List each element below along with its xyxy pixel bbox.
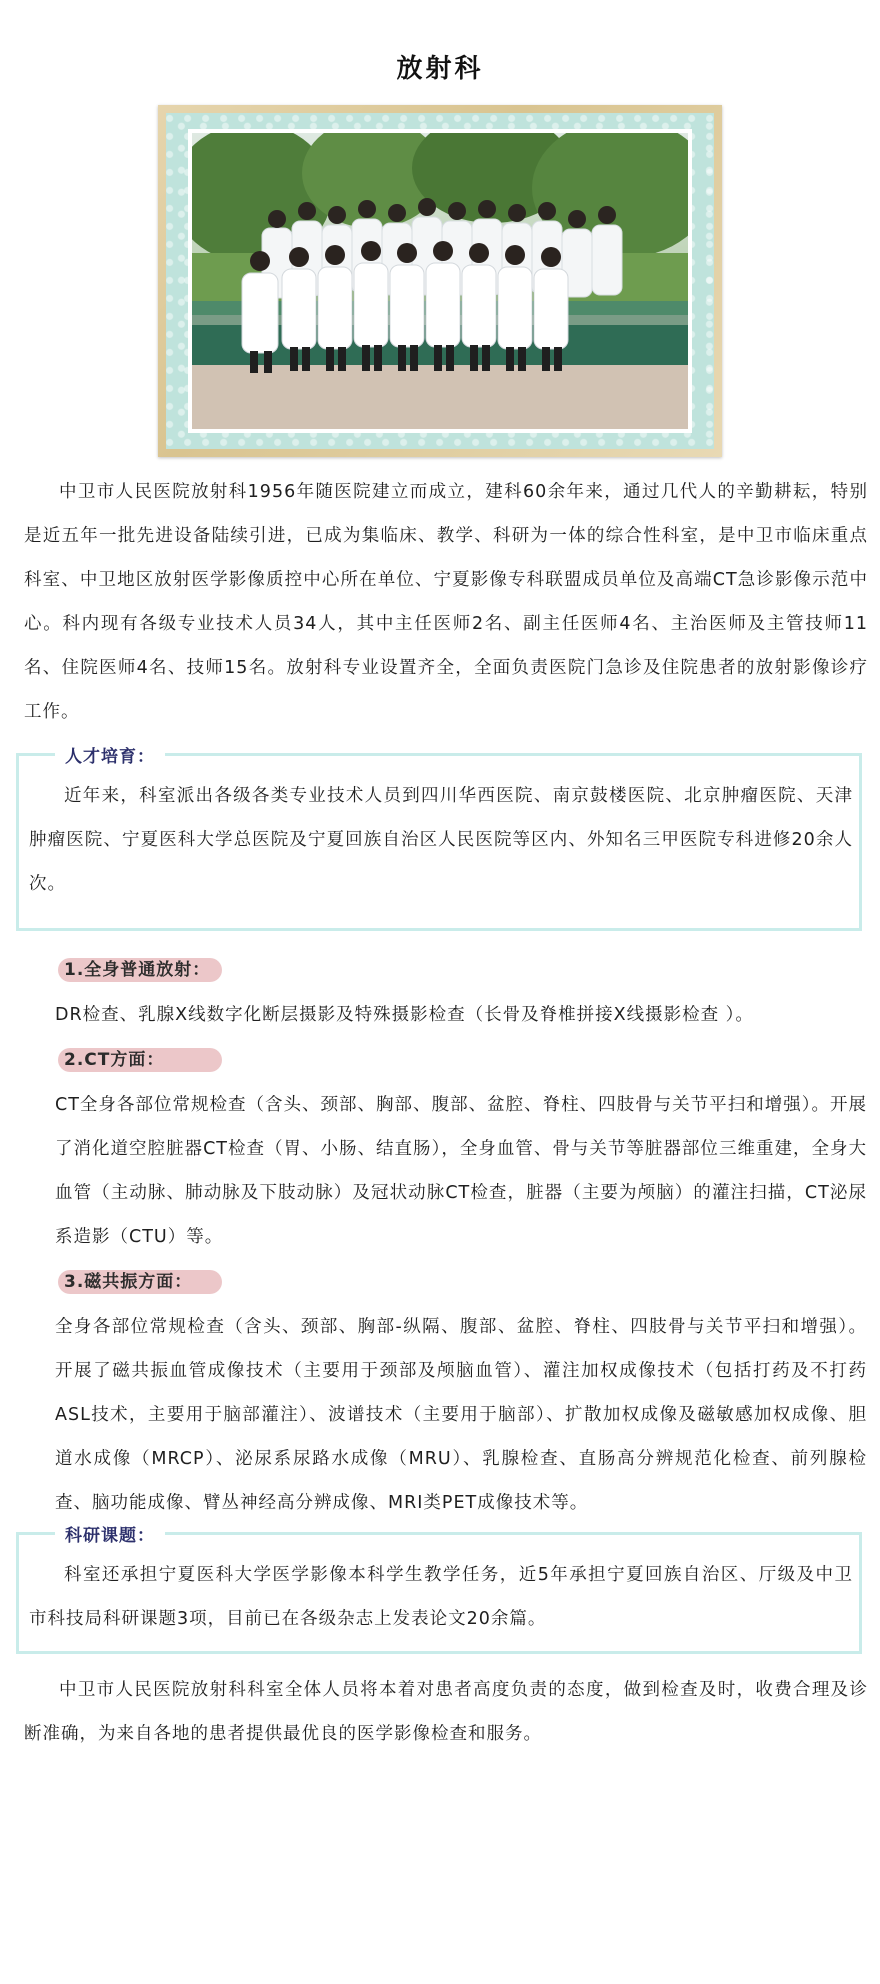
section-text-ct: CT全身各部位常规检查（含头、颈部、胸部、腹部、盆腔、脊柱、四肢骨与关节平扫和增强）。开展了消化道空腔脏器CT检查（胃、小肠、结直肠），全身血管、骨与关节等脏器部位三维重建，全身大血管（主动脉、肺动脉及下肢动脉）及冠状动脉CT检查，脏器（主要为颅脑）的灌注扫描，CT泌尿系造影（CTU）等。 xyxy=(55,1095,867,1247)
photo-mat xyxy=(166,113,714,449)
research-text: 科室还承担宁夏医科大学医学影像本科学生教学任务，近5年承担宁夏回族自治区、厅级及中卫市科技局科研课题3项，目前已在各级杂志上发表论文20余篇。 xyxy=(29,1565,853,1629)
section-heading-mri: 3.磁共振方面： xyxy=(58,1270,222,1294)
talent-section xyxy=(16,747,862,931)
talent-text: 近年来，科室派出各级各类专业技术人员到四川华西医院、南京鼓楼医院、北京肿瘤医院、天津肿瘤医院、宁夏医科大学总医院及宁夏回族自治区人民医院等区内、外知名三甲医院专科进修20余人次。 xyxy=(29,786,853,894)
group-photo-frame xyxy=(158,105,722,457)
group-photo xyxy=(188,129,692,433)
section-text-mri: 全身各部位常规检查（含头、颈部、胸部-纵隔、腹部、盆腔、脊柱、四肢骨与关节平扫和增强）。开展了磁共振血管成像技术（主要用于颈部及颅脑血管）、灌注加权成像技术（包括打药及不打药ASL技术，主要用于脑部灌注）、波谱技术（主要用于脑部）、扩散加权成像及磁敏感加权成像、胆道水成像（MRCP）、泌尿系尿路水成像（MRU）、乳腺检查、直肠高分辨规范化检查、前列腺检查、脑功能成像、臂丛神经高分辨成像、MRI类PET成像技术等。 xyxy=(55,1317,867,1513)
section-heading-xray: 1.全身普通放射： xyxy=(58,958,222,982)
research-label: 科研课题： xyxy=(55,1521,165,1546)
closing-paragraph: 中卫市人民医院放射科科室全体人员将本着对患者高度负责的态度，做到检查及时，收费合理及诊断准确，为来自各地的患者提供最优良的医学影像检查和服务。 xyxy=(24,1680,868,1744)
group-photo-illustration xyxy=(192,133,688,429)
talent-label: 人才培育： xyxy=(55,742,165,767)
section-text-xray: DR检查、乳腺X线数字化断层摄影及特殊摄影检查（长骨及脊椎拼接X线摄影检查 ）。 xyxy=(55,1005,754,1025)
intro-paragraph: 中卫市人民医院放射科1956年随医院建立而成立，建科60余年来，通过几代人的辛勤耕耘，特别是近五年一批先进设备陆续引进，已成为集临床、教学、科研为一体的综合性科室，是中卫市临床重点科室、中卫地区放射医学影像质控中心所在单位、宁夏影像专科联盟成员单位及高端CT急诊影像示范中心。科内现有各级专业技术人员34人，其中主任医师2名、副主任医师4名、主治医师及主管技师11名、住院医师4名、技师15名。放射科专业设置齐全，全面负责医院门急诊及住院患者的放射影像诊疗工作。 xyxy=(24,482,868,722)
research-section xyxy=(16,1526,862,1654)
section-heading-ct: 2.CT方面： xyxy=(58,1048,222,1072)
page-title: 放射科 xyxy=(396,54,484,84)
